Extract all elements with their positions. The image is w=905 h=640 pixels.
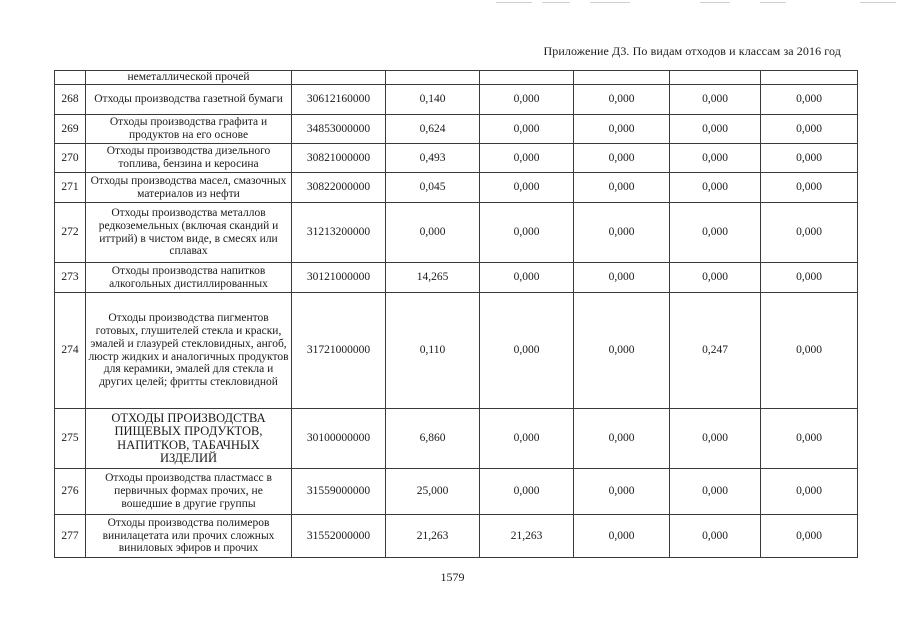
value-cell: 0,000 [670,85,761,115]
value-cell: 0,000 [574,469,670,515]
row-number: 271 [55,173,86,203]
value-cell: 0,000 [480,173,574,203]
value-cell: 0,000 [480,409,574,469]
value-cell: 6,860 [386,409,480,469]
waste-name: Отходы производства металлов редкоземельных (включая скандий и иттрий) в чистом виде, в смесях или сплавах [86,203,292,263]
waste-code: 30100000000 [292,409,386,469]
value-cell: 0,110 [386,293,480,409]
waste-code: 31552000000 [292,515,386,558]
value-cell: 0,000 [574,85,670,115]
value-cell: 0,247 [670,293,761,409]
value-cell: 0,000 [574,263,670,293]
table-row-continued [55,71,858,85]
waste-code [292,71,386,85]
waste-code: 31559000000 [292,469,386,515]
row-number: 276 [55,469,86,515]
waste-code: 30121000000 [292,263,386,293]
value-cell [574,71,670,85]
row-number: 269 [55,115,86,144]
row-number: 268 [55,85,86,115]
value-cell [761,71,858,85]
row-number: 277 [55,515,86,558]
value-cell: 0,000 [574,409,670,469]
value-cell: 21,263 [386,515,480,558]
waste-name: неметаллической прочей [86,71,292,85]
scan-artifact [590,2,630,3]
value-cell: 0,000 [480,144,574,173]
waste-code: 30612160000 [292,85,386,115]
waste-name: Отходы производства газетной бумаги [86,85,292,115]
value-cell: 0,000 [480,293,574,409]
waste-name: Отходы производства полимеров винилацетата или прочих сложных виниловых эфиров и прочих [86,515,292,558]
value-cell: 21,263 [480,515,574,558]
waste-name: Отходы производства пигментов готовых, глушителей стекла и краски, эмалей и глазурей стекловидных, ангоб, люстр жидких и аналогичных продуктов для керамики, эмалей для стекла и других целей; фритты стекловидной [86,293,292,409]
value-cell: 0,000 [480,203,574,263]
value-cell: 0,000 [386,203,480,263]
value-cell: 0,000 [670,115,761,144]
value-cell [386,71,480,85]
table-row [55,263,858,293]
table-row [55,469,858,515]
value-cell: 25,000 [386,469,480,515]
scan-artifact [700,2,730,3]
value-cell: 0,000 [761,85,858,115]
value-cell: 0,000 [761,469,858,515]
value-cell: 0,000 [761,293,858,409]
value-cell: 0,000 [761,263,858,293]
table-row [55,85,858,115]
value-cell: 0,000 [670,515,761,558]
row-number: 273 [55,263,86,293]
waste-code: 31721000000 [292,293,386,409]
page-header-title: Приложение Д3. По видам отходов и классам за 2016 год [543,44,841,58]
waste-name: Отходы производства дизельного топлива, бензина и керосина [86,144,292,173]
value-cell [480,71,574,85]
scan-artifact [542,2,570,3]
row-number: 272 [55,203,86,263]
value-cell: 0,000 [670,469,761,515]
value-cell: 0,493 [386,144,480,173]
value-cell: 0,624 [386,115,480,144]
table-row [55,173,858,203]
row-number [55,71,86,85]
value-cell: 0,000 [574,144,670,173]
waste-name: ОТХОДЫ ПРОИЗВОДСТВА ПИЩЕВЫХ ПРОДУКТОВ, НАПИТКОВ, ТАБАЧНЫХ ИЗДЕЛИЙ [86,409,292,469]
waste-code: 31213200000 [292,203,386,263]
table-row [55,203,858,263]
value-cell: 0,000 [761,144,858,173]
waste-table [54,70,858,558]
row-number: 270 [55,144,86,173]
waste-name: Отходы производства графита и продуктов на его основе [86,115,292,144]
table-row [55,409,858,469]
value-cell: 0,140 [386,85,480,115]
row-number: 275 [55,409,86,469]
table-row [55,144,858,173]
value-cell: 0,000 [761,203,858,263]
table-row [55,515,858,558]
value-cell: 0,000 [761,515,858,558]
value-cell: 0,000 [670,173,761,203]
waste-code: 30822000000 [292,173,386,203]
value-cell: 0,045 [386,173,480,203]
page-number: 1579 [440,570,465,584]
value-cell: 0,000 [670,409,761,469]
waste-name: Отходы производства пластмасс в первичных формах прочих, не вошедшие в другие группы [86,469,292,515]
row-number: 274 [55,293,86,409]
value-cell: 0,000 [574,173,670,203]
value-cell [670,71,761,85]
value-cell: 0,000 [574,293,670,409]
waste-code: 30821000000 [292,144,386,173]
value-cell: 0,000 [480,469,574,515]
value-cell: 0,000 [670,144,761,173]
table-row [55,293,858,409]
scan-artifact [860,2,896,3]
scan-artifact [496,2,532,3]
value-cell: 0,000 [761,115,858,144]
value-cell: 0,000 [670,263,761,293]
value-cell: 0,000 [574,115,670,144]
value-cell: 0,000 [761,409,858,469]
value-cell: 14,265 [386,263,480,293]
waste-code: 34853000000 [292,115,386,144]
value-cell: 0,000 [574,515,670,558]
value-cell: 0,000 [480,115,574,144]
value-cell: 0,000 [574,203,670,263]
value-cell: 0,000 [670,203,761,263]
value-cell: 0,000 [480,263,574,293]
value-cell: 0,000 [480,85,574,115]
waste-name: Отходы производства напитков алкогольных дистиллированных [86,263,292,293]
table-row [55,115,858,144]
scan-artifact [760,2,786,3]
value-cell: 0,000 [761,173,858,203]
waste-name: Отходы производства масел, смазочных материалов из нефти [86,173,292,203]
